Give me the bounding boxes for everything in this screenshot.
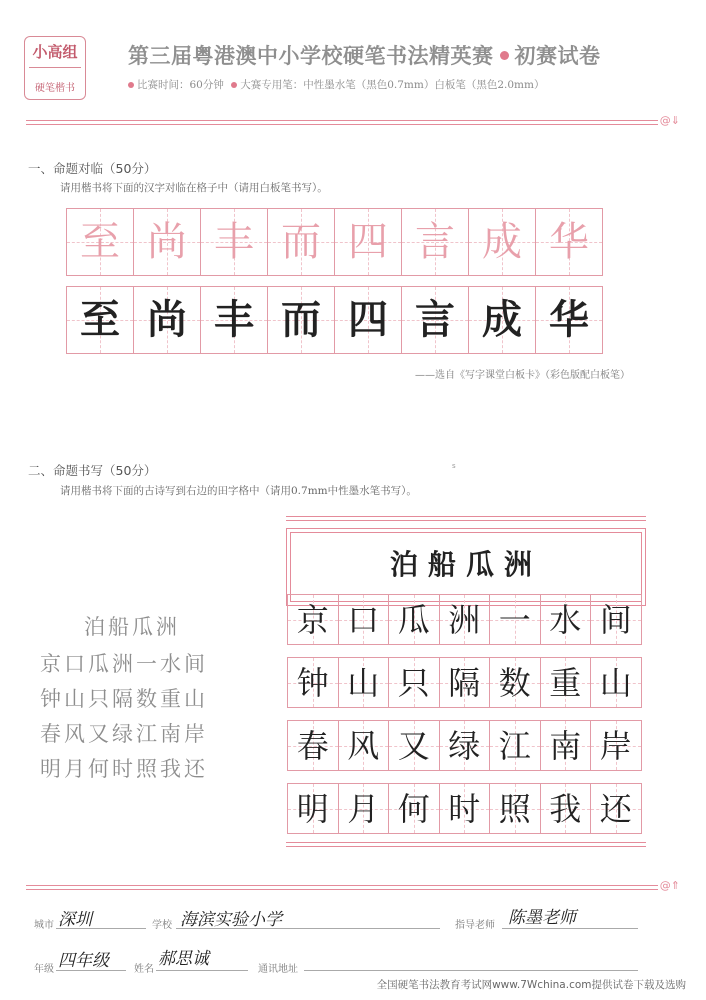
city-underline [56, 928, 146, 929]
model-cell: 而 [267, 208, 335, 276]
school-underline [176, 928, 440, 929]
grade-value[interactable]: 四年级 [58, 951, 109, 971]
footer-divider [26, 879, 680, 892]
poem-line: 钟山只隔数重山 [40, 687, 208, 711]
section2-heading: 二、命题书写（50分） [28, 463, 157, 478]
poem-cell[interactable]: 还 [590, 783, 642, 834]
name-underline [156, 970, 248, 971]
teacher-underline [502, 928, 638, 929]
section1-heading: 一、命题对临（50分） [28, 161, 157, 176]
exam-time: 比赛时间：60分钟 [137, 79, 224, 91]
poem-line: 春风又绿江南岸 [40, 722, 208, 746]
source-credit: ——选自《写字课堂白板卡》（彩色版配白板笔） [415, 370, 630, 381]
poem-cell[interactable]: 绿 [439, 720, 491, 771]
model-cell: 四 [334, 208, 402, 276]
address-label: 通讯地址 [258, 964, 298, 975]
section1-instruction: 请用楷书将下面的汉字对临在格子中（请用白板笔书写）。 [60, 182, 328, 194]
title-sub: 初赛试卷 [514, 44, 601, 68]
poem-cell[interactable]: 时 [439, 783, 491, 834]
poem-cell[interactable]: 隔 [439, 657, 491, 708]
school-value[interactable]: 海滨实验小学 [180, 910, 282, 930]
written-char-row [66, 286, 602, 354]
teacher-value[interactable]: 陈墨老师 [508, 908, 576, 928]
footer-note: 全国硬笔书法教育考试网www.7Wchina.com提供试卷下载及选购 [376, 979, 686, 991]
city-label: 城市 [34, 920, 54, 931]
exam-pens: 大赛专用笔：中性墨水笔（黑色0.7mm）白板笔（黑色2.0mm） [240, 79, 545, 91]
poem-cell[interactable]: 重 [540, 657, 592, 708]
model-char-row [66, 208, 602, 276]
model-cell: 丰 [200, 208, 268, 276]
answer-cell[interactable]: 华 [535, 286, 603, 354]
grade-underline [56, 970, 126, 971]
badge-category-label: 硬笔楷书 [35, 83, 75, 94]
name-label: 姓名 [134, 964, 154, 975]
answer-cell[interactable]: 而 [267, 286, 335, 354]
poem-cell[interactable]: 风 [338, 720, 390, 771]
answer-row [287, 594, 641, 645]
model-cell: 言 [401, 208, 469, 276]
scroll-ornament-icon: @⇓ [659, 114, 680, 127]
poem-cell[interactable]: 只 [388, 657, 440, 708]
stray-mark: s [452, 462, 456, 470]
answer-bottom-band [286, 842, 646, 848]
city-value[interactable]: 深圳 [58, 910, 92, 930]
poem-cell[interactable]: 数 [489, 657, 541, 708]
section2-instruction: 请用楷书将下面的古诗写到右边的田字格中（请用0.7mm中性墨水笔书写）。 [60, 485, 417, 497]
model-cell: 尚 [133, 208, 201, 276]
poem-line: 明月何时照我还 [40, 757, 208, 781]
poem-cell[interactable]: 又 [388, 720, 440, 771]
poem-cell[interactable]: 明 [287, 783, 339, 834]
answer-cell[interactable]: 言 [401, 286, 469, 354]
poem-cell[interactable]: 洲 [439, 594, 491, 645]
poem-cell[interactable]: 瓜 [388, 594, 440, 645]
poem-line: 京口瓜洲一水间 [40, 652, 208, 676]
answer-cell[interactable]: 丰 [200, 286, 268, 354]
page-title [128, 40, 601, 70]
header-divider [26, 114, 680, 127]
answer-title: 泊船瓜洲 [389, 548, 542, 581]
poem-cell[interactable]: 南 [540, 720, 592, 771]
poem-cell[interactable]: 何 [388, 783, 440, 834]
poem-cell[interactable]: 山 [338, 657, 390, 708]
name-value[interactable]: 郝思诚 [158, 949, 209, 969]
poem-cell[interactable]: 钟 [287, 657, 339, 708]
poem-cell[interactable]: 间 [590, 594, 642, 645]
teacher-label: 指导老师 [455, 920, 495, 931]
answer-cell[interactable]: 四 [334, 286, 402, 354]
poem-cell[interactable]: 岸 [590, 720, 642, 771]
grade-label: 年级 [34, 964, 54, 975]
title-main: 第三届粤港澳中小学校硬笔书法精英赛 [128, 44, 494, 68]
school-label: 学校 [152, 920, 172, 931]
model-cell: 华 [535, 208, 603, 276]
title-dot-icon [500, 51, 509, 60]
answer-cell[interactable]: 尚 [133, 286, 201, 354]
poem-cell[interactable]: 照 [489, 783, 541, 834]
exam-info [128, 77, 544, 92]
model-cell: 至 [66, 208, 134, 276]
poem-cell[interactable]: 春 [287, 720, 339, 771]
poem-cell[interactable]: 山 [590, 657, 642, 708]
bullet-dot-icon [231, 82, 237, 88]
poem-cell[interactable]: 我 [540, 783, 592, 834]
answer-cell[interactable]: 至 [66, 286, 134, 354]
address-underline [304, 970, 638, 971]
poem-cell[interactable]: 江 [489, 720, 541, 771]
poem-cell[interactable]: 月 [338, 783, 390, 834]
poem-cell[interactable]: 水 [540, 594, 592, 645]
scroll-ornament-icon: @⇑ [659, 879, 680, 892]
bullet-dot-icon [128, 82, 134, 88]
poem-cell[interactable]: 一 [489, 594, 541, 645]
badge-divider [29, 67, 81, 68]
poem-cell[interactable]: 京 [287, 594, 339, 645]
answer-cell[interactable]: 成 [468, 286, 536, 354]
answer-row [287, 720, 641, 771]
poem-cell[interactable]: 口 [338, 594, 390, 645]
model-cell: 成 [468, 208, 536, 276]
group-badge [24, 36, 86, 100]
badge-group-label: 小高组 [32, 43, 78, 61]
answer-row [287, 657, 641, 708]
answer-row [287, 783, 641, 834]
answer-top-band [286, 516, 646, 522]
poem-title: 泊船瓜洲 [84, 615, 180, 639]
